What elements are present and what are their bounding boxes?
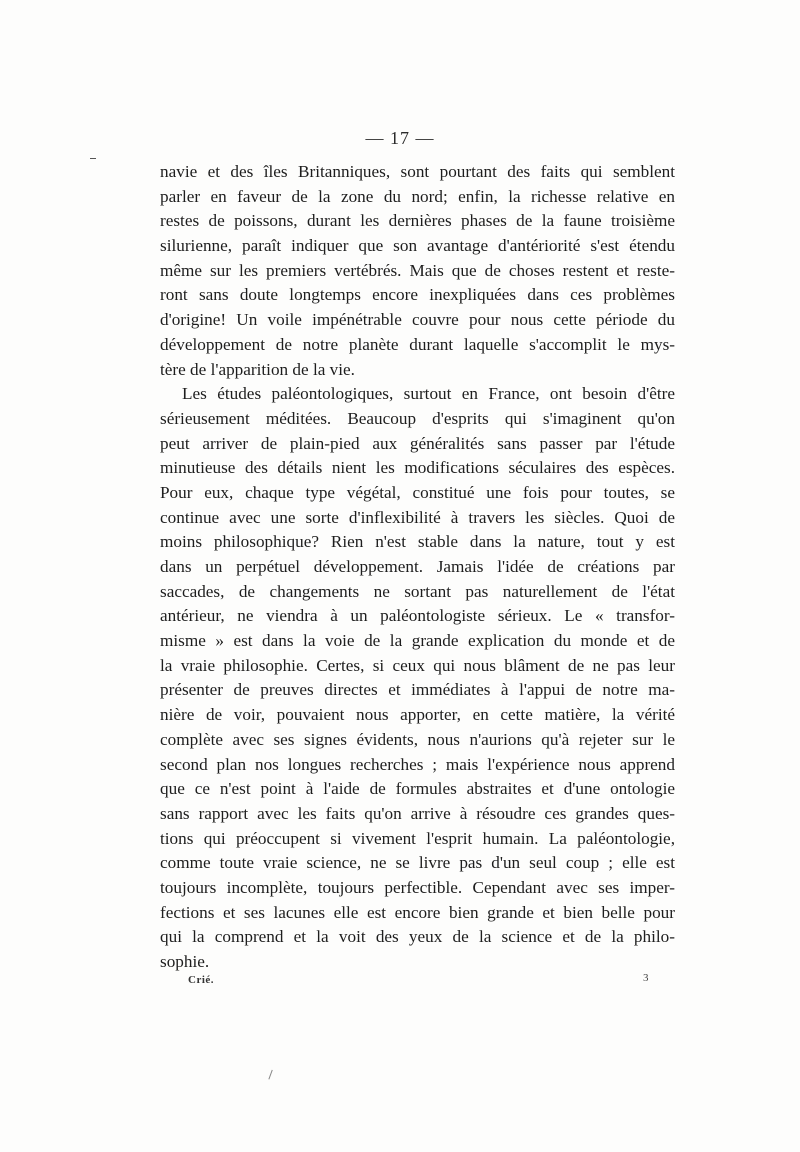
text-line: ront sans doute longtemps encore inexpliquées dans ces problèmes: [160, 285, 675, 305]
text-line: dans un perpétuel développement. Jamais l'idée de créations par: [160, 557, 675, 576]
text-line: antérieur, ne viendra à un paléontologiste sérieux. Le « transfor-: [160, 606, 675, 626]
text-line: navie et des îles Britanniques, sont pourtant des faits qui semblent: [160, 162, 675, 181]
text-line: saccades, de changements ne sortant pas naturellement de l'état: [160, 581, 675, 601]
text-line: même sur les premiers vertébrés. Mais que de choses restent et reste-: [160, 260, 675, 280]
text-line: comme toute vraie science, ne se livre pas d'un seul coup ; elle est: [160, 853, 675, 873]
text-line: complète avec ses signes évidents, nous n'aurions qu'à rejeter sur le: [160, 729, 675, 749]
text-line: que ce n'est point à l'aide de formules abstraites et d'une ontologie: [160, 779, 675, 799]
text-line: Pour eux, chaque type végétal, constitué une fois pour toutes, se: [160, 482, 675, 502]
text-line: misme » est dans la voie de la grande explication du monde et de: [160, 631, 675, 651]
text-line: peut arriver de plain-pied aux généralités sans passer par l'étude: [160, 433, 675, 453]
text-line: sérieusement méditées. Beaucoup d'esprits qui s'imaginent qu'on: [160, 408, 675, 428]
paragraph-2: [160, 382, 675, 975]
sheet-signature-number: 3: [643, 972, 649, 984]
text-line: continue avec une sorte d'inflexibilité à travers les siècles. Quoi de: [160, 507, 675, 527]
text-line: silurienne, paraît indiquer que son avantage d'antériorité s'est étendu: [160, 236, 675, 256]
text-line: fections et ses lacunes elle est encore bien grande et bien belle pour: [160, 902, 675, 922]
text-line: d'origine! Un voile impénétrable couvre pour nous cette période du: [160, 310, 675, 330]
text-line: minutieuse des détails nient les modifications séculaires des espèces.: [160, 458, 675, 478]
page-number: — 17 —: [365, 128, 435, 148]
paragraph-1: [160, 160, 675, 382]
text-line: moins philosophique? Rien n'est stable dans la nature, tout y est: [160, 532, 675, 552]
text-line: toujours incomplète, toujours perfectible. Cependant avec ses imper-: [160, 877, 675, 897]
text-line: sans rapport avec les faits qu'on arrive à résoudre ces grandes ques-: [160, 803, 675, 823]
paper-speck: [268, 1070, 274, 1080]
body-text: [160, 160, 675, 975]
text-line: restes de poissons, durant les dernières phases de la faune troisième: [160, 211, 675, 231]
text-line: sophie.: [160, 952, 210, 971]
signature-mark: Crié.: [188, 974, 215, 986]
margin-mark: [90, 158, 96, 159]
text-line: tère de l'apparition de la vie.: [160, 359, 355, 379]
text-line: Les études paléontologiques, surtout en France, ont besoin d'être: [182, 384, 675, 404]
text-line: nière de voir, pouvaient nous apporter, en cette matière, la vérité: [160, 705, 675, 725]
text-line: second plan nos longues recherches ; mais l'expérience nous apprend: [160, 754, 675, 774]
text-line: développement de notre planète durant laquelle s'accomplit le mys-: [160, 334, 675, 354]
text-line: présenter de preuves directes et immédiates à l'appui de notre ma-: [160, 680, 675, 700]
text-line: parler en faveur de la zone du nord; enfin, la richesse relative en: [160, 186, 675, 206]
text-line: tions qui préoccupent si vivement l'esprit humain. La paléontologie,: [160, 828, 675, 848]
text-line: qui la comprend et la voit des yeux de la science et de la philo-: [160, 927, 675, 947]
text-line: la vraie philosophie. Certes, si ceux qui nous blâment de ne pas leur: [160, 655, 675, 675]
